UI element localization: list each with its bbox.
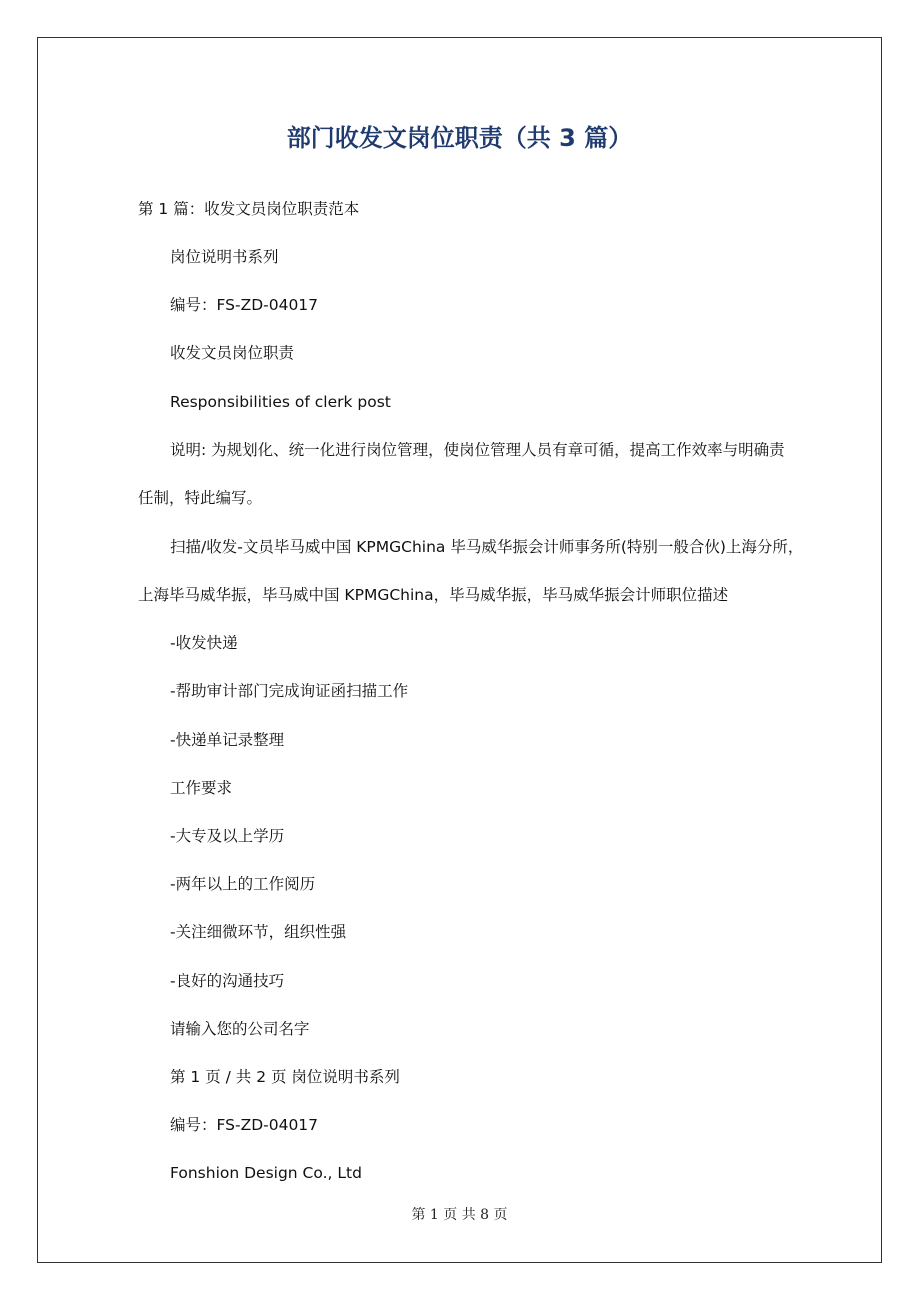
- description-line-2: 任制，特此编写。: [138, 489, 263, 507]
- duty-item: -快递单记录整理: [170, 731, 285, 749]
- requirements-heading: 工作要求: [170, 779, 233, 797]
- page-marker: 第 1 页 / 共 2 页 岗位说明书系列: [170, 1068, 400, 1086]
- document-title: 部门收发文岗位职责（共 3 篇）: [286, 124, 633, 152]
- description-line-1: 说明: 为规划化、统一化进行岗位管理，使岗位管理人员有章可循，提高工作效率与明确责: [170, 441, 785, 459]
- duty-item: -收发快递: [170, 634, 238, 652]
- english-title: Responsibilities of clerk post: [170, 393, 391, 411]
- company-prompt: 请输入您的公司名字: [170, 1020, 310, 1038]
- requirement-item: -大专及以上学历: [170, 827, 285, 845]
- page-footer: 第 1 页 共 8 页: [411, 1207, 508, 1223]
- requirement-item: -两年以上的工作阅历: [170, 875, 316, 893]
- requirement-item: -良好的沟通技巧: [170, 972, 285, 990]
- scan-line-1: 扫描/收发-文员毕马威中国 KPMGChina 毕马威华振会计师事务所(特别一般合伙)上海分所，: [170, 538, 804, 556]
- requirement-item: -关注细微环节，组织性强: [170, 923, 347, 941]
- job-title: 收发文员岗位职责: [170, 344, 295, 362]
- document-code: 编号：FS-ZD-04017: [170, 296, 319, 314]
- series-label: 岗位说明书系列: [170, 248, 279, 266]
- document-code-repeat: 编号：FS-ZD-04017: [170, 1116, 319, 1134]
- chapter-heading: 第 1 篇：收发文员岗位职责范本: [138, 200, 360, 218]
- company-name: Fonshion Design Co., Ltd: [170, 1164, 362, 1182]
- duty-item: -帮助审计部门完成询证函扫描工作: [170, 682, 409, 700]
- scan-line-2: 上海毕马威华振，毕马威中国 KPMGChina，毕马威华振，毕马威华振会计师职位描述: [138, 586, 729, 604]
